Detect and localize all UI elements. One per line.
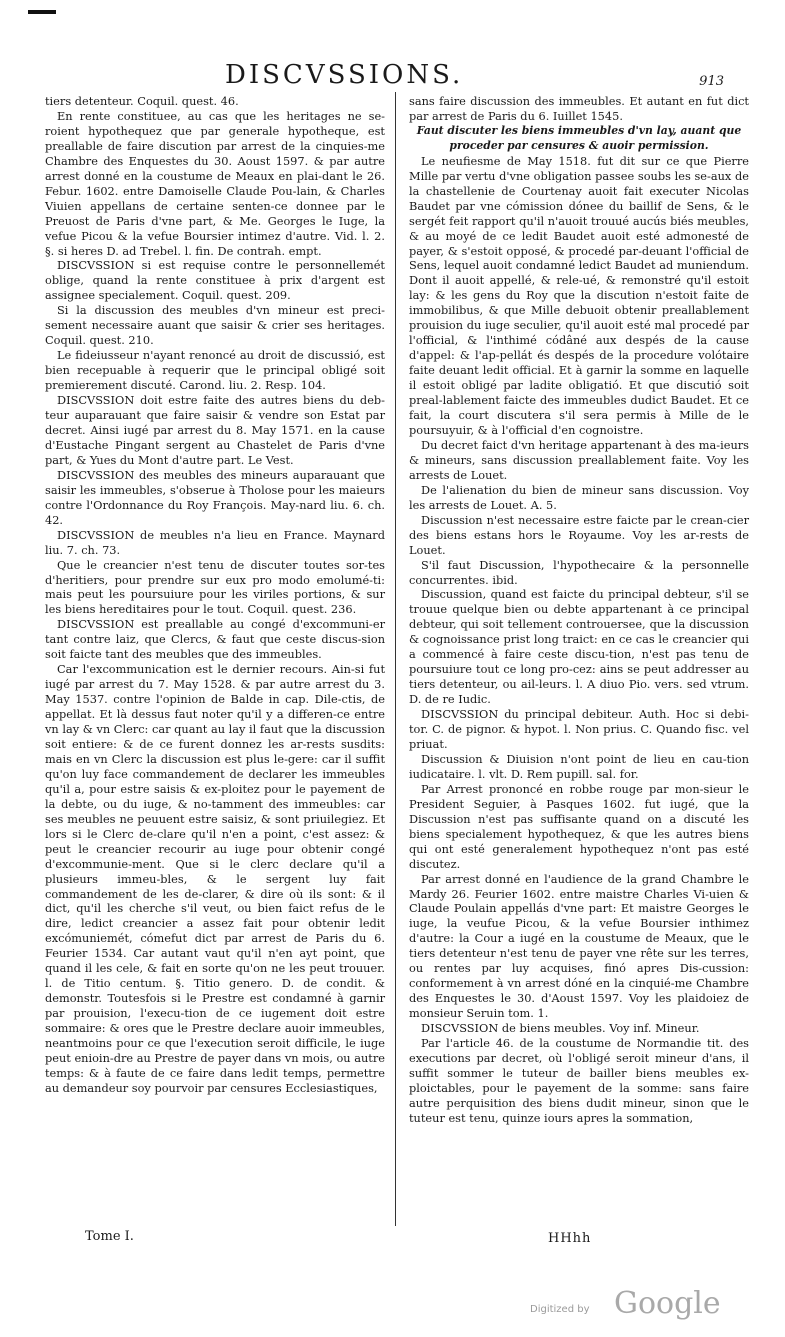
- left-column: [45, 94, 385, 1096]
- page-number: 913: [699, 74, 724, 89]
- signature-mark: HHhh: [548, 1231, 592, 1246]
- right-paragraph: DISCVSSION de biens meubles. Voy inf. Mineur.: [421, 1021, 700, 1036]
- right-paragraph: DISCVSSION du principal debiteur. Auth. Hoc si debi-tor. C. de pignor. & hypot. l. Non prius. C. Quando fisc. vel priuat.: [409, 707, 749, 751]
- left-paragraph: Le fideiusseur n'ayant renoncé au droit de discussió, est bien recepuable à requerir que le principal obligé soit premierement discuté. Carond. liu. 2. Resp. 104.: [45, 348, 385, 393]
- google-logo: Google: [614, 1286, 721, 1321]
- right-paragraph: Du decret faict d'vn heritage appartenant à des ma-ieurs & mineurs, sans discussion preallablement faite. Voy les arrests de Louet.: [409, 437, 749, 482]
- digitized-by-label: Digitized by: [530, 1304, 590, 1315]
- page-header: [50, 60, 750, 96]
- right-paragraph: Discussion, quand est faicte du principal debteur, s'il se trouue quelque bien ou debte appartenant à ce principal debteur, qui soit tellement controuersee, que la discussion & cognoissance prist long traict: en ce cas le creancier qui a commencé à faire ceste discu-tion, n'est pas tenu de poursuiure tout ce long pro-cez: ains se peut addresser au tiers detenteur, ou ail-leurs. l. A diuo Pio. vers. sed vtrum. D. de re Iudic.: [409, 587, 749, 707]
- left-paragraph: Car l'excommunication est le dernier recours. Ain-si fut iugé par arrest du 7. May 1528. & par autre arrest du 3. May 1537. contre l'opinion de Balde in cap. Dile-ctis, de appellat. Et là dessus faut noter qu'il y a differen-ce entre vn lay & vn Clerc: car quant au lay il faut que la discussion soit entiere: & de ce furent donnez les ar-rests susdits: mais en vn Clerc la discussion est plus le-gere: car il suffit qu'on luy face commandement de declarer les immeubles qu'il a, pour estre saisis & ex-ploitez pour le payement de la debte, ou du iuge, & no-tamment des immeubles: car ses meubles ne peuuent estre saisiz, & sont priuilegiez. Et lors si le Clerc de-clare qu'il n'en a point, c'est assez: & peut le creancier recourir au iuge pour obtenir congé d'excommunie-ment. Que si le clerc declare qu'il a plusieurs immeu-bles, & le sergent luy fait commandement de les de-clarer, & dire où ils sont: & il dict, qu'il les cherche s'il veut, ou bien faict refus de le dire, ledict creancier a assez fait pour obtenir ledit excómuniemét, cómefut dict par arrest de Paris du 6. Feurier 1534. Car autant vaut qu'il n'en ayt point, que quand il les cele, & fait en sorte qu'on ne les peut trouuer. l. de Titio centum. §. Titio genero. D. de condit. & demonstr. Toutesfois si le Prestre est condamné à garnir par prouision, l'execu-tion de ce iugement doit estre sommaire: & ores que le Prestre declare auoir immeubles, neantmoins pour ce que l'execution seroit difficile, le iuge peut enioin-dre au Prestre de payer dans vn mois, ou autre temps: & à faute de ce faire dans ledit temps, permettre au demandeur soy pourvoir par censures Ecclesiastiques,: [45, 662, 385, 1095]
- right-paragraph: Par Arrest prononcé en robbe rouge par mon-sieur le President Seguier, à Pasques 1602. fut iugé, que la Discussion n'est pas suffisante quand on a discuté les biens specialement hypothequez, & que les autres biens qui ont esté generalement hypothequez n'ont pas esté discutez.: [409, 781, 749, 871]
- right-paragraph: Le neufiesme de May 1518. fut dit sur ce que Pierre Mille par vertu d'vne obligation passee soubs les se-aux de la chastellenie de Courtenay auoit fait executer Nicolas Baudet par vne cómission dónee du baillif de Sens, & le sergét feit rapport qu'il n'auoit trouué aucús biés meubles, & au moyé de ce ledit Baudet auoit esté admonesté de payer, & s'estoit opposé, & procedé par-deuant l'official de Sens, lequel auoit condamné ledict Baudet ad muniendum. Dont il auoit appellé, & rele-ué, & remonstré qu'il estoit lay: & les gens du Roy que la discution n'estoit faite de immobilibus, & que Mille debuoit obtenir preallablement prouision du iuge seculier, qu'il auoit esté mal procedé par l'official, & l'inthimé códâné aux despés de la cause d'appel: & l'ap-pellát és despés de la procedure volótaire faite deuant ledit official. Et à garnir la somme en laquelle il estoit obligé par ladite obligatió. Et que discutió soit preal-lablement faicte des immeubles dudict Baudet. Et ce fait, la court discutera s'il sera permis à Mille de le poursuyuir, & à l'official d'en cognoistre.: [409, 153, 749, 437]
- left-paragraph: Que le creancier n'est tenu de discuter toutes sor-tes d'heritiers, pour prendre sur eux pro modo emolumé-ti: mais peut les poursuiure pour les viriles portions, & sur les biens hereditaires pour le tout. Coquil. quest. 236.: [45, 557, 385, 617]
- watermark: [530, 1286, 750, 1326]
- marginal-heading: Faut discuter les biens immeubles d'vn lay, auant que proceder par censures & auoir permission.: [416, 123, 742, 152]
- right-paragraph: S'il faut Discussion, l'hypothecaire & la personnelle concurrentes. ibid.: [409, 557, 749, 587]
- column-divider: [395, 92, 396, 1226]
- right-paragraph: Discussion & Diuision n'ont point de lieu en cau-tion iudicataire. l. vlt. D. Rem pupill. sal. for.: [409, 751, 749, 781]
- corner-mark: [28, 10, 56, 14]
- right-paragraph: Discussion n'est necessaire estre faicte par le crean-cier des biens estans hors le Royaume. Voy les ar-rests de Louet.: [409, 512, 749, 557]
- left-paragraph: DISCVSSION des meubles des mineurs auparauant que saisir les immeubles, s'obserue à Tholose pour les maieurs contre l'Ordonnance du Roy François. May-nard liu. 6. ch. 42.: [45, 467, 385, 527]
- left-paragraph: DISCVSSION de meubles n'a lieu en France. Maynard liu. 7. ch. 73.: [45, 527, 385, 557]
- running-head: DISCVSSIONS.: [225, 60, 464, 90]
- right-paragraph: De l'alienation du bien de mineur sans discussion. Voy les arrests de Louet. A. 5.: [409, 482, 749, 512]
- left-paragraph: DISCVSSION si est requise contre le personnellemét oblige, quand la rente constituee à prix d'argent est assignee specialement. Coquil. quest. 209.: [45, 258, 385, 303]
- right-column: [409, 94, 749, 1126]
- left-paragraph: tiers detenteur. Coquil. quest. 46.: [45, 94, 239, 108]
- right-paragraph: sans faire discussion des immeubles. Et autant en fut dict par arrest de Paris du 6. Iuillet 1545.: [409, 94, 749, 123]
- volume-label: Tome I.: [85, 1229, 134, 1244]
- right-paragraph: Par arrest donné en l'audience de la grand Chambre le Mardy 26. Feurier 1602. entre maistre Charles Vi-uien & Claude Poulain appellás d'vne part: Et maistre Georges le iuge, la veufue Picou, & la vefue Boursier inthimez d'autre: la Cour a iugé en la coustume de Meaux, que le tiers detenteur n'est tenu de payer vne rête sur les terres, ou rentes par luy acquises, finó apres Dis-cussion: conformement à vn arrest dóné en la cinquié-me Chambre des Enquestes le 30. d'Aoust 1597. Voy les plaidoiez de monsieur Seruin tom. 1.: [409, 871, 749, 1021]
- left-paragraph: DISCVSSION doit estre faite des autres biens du deb-teur auparauant que faire saisir & vendre son Estat par decret. Ainsi iugé par arrest du 8. May 1571. en la cause d'Eustache Pingant sergent au Chastelet de Paris d'vne part, & Yues du Mont d'autre part. Le Vest.: [45, 393, 385, 467]
- right-paragraph: Par l'article 46. de la coustume de Normandie tit. des executions par decret, où l'obligé seroit mineur d'ans, il suffit sommer le tuteur de bailler biens meubles ex-ploictables, pour le payement de la somme: sans faire autre perquisition des biens dudit mineur, sinon que le tuteur est tenu, quinze iours apres la sommation,: [409, 1036, 749, 1125]
- left-paragraph: Si la discussion des meubles d'vn mineur est preci-sement necessaire auant que saisir & crier ses heritages. Coquil. quest. 210.: [45, 303, 385, 348]
- left-paragraph: DISCVSSION est preallable au congé d'excommuni-er tant contre laiz, que Clercs, & faut que ceste discus-sion soit faicte tant des meubles que des immeubles.: [45, 617, 385, 662]
- left-paragraph: En rente constituee, au cas que les heritages ne se-roient hypothequez que par generale hypotheque, est preallable de faire discution par arrest de la cinquies-me Chambre des Enquestes du 30. Aoust 1597. & par autre arrest donné en la coustume de Meaux en plai-dant le 26. Febur. 1602. entre Damoiselle Claude Pou-lain, & Charles Viuien appellans de certaine senten-ce donnee par le Preuost de Paris d'vne part, & Me. Georges le Iuge, la vefue Picou & la vefue Boursier intimez d'autre. Vid. l. 2. §. si heres D. ad Trebel. l. fin. De contrah. empt.: [45, 108, 385, 258]
